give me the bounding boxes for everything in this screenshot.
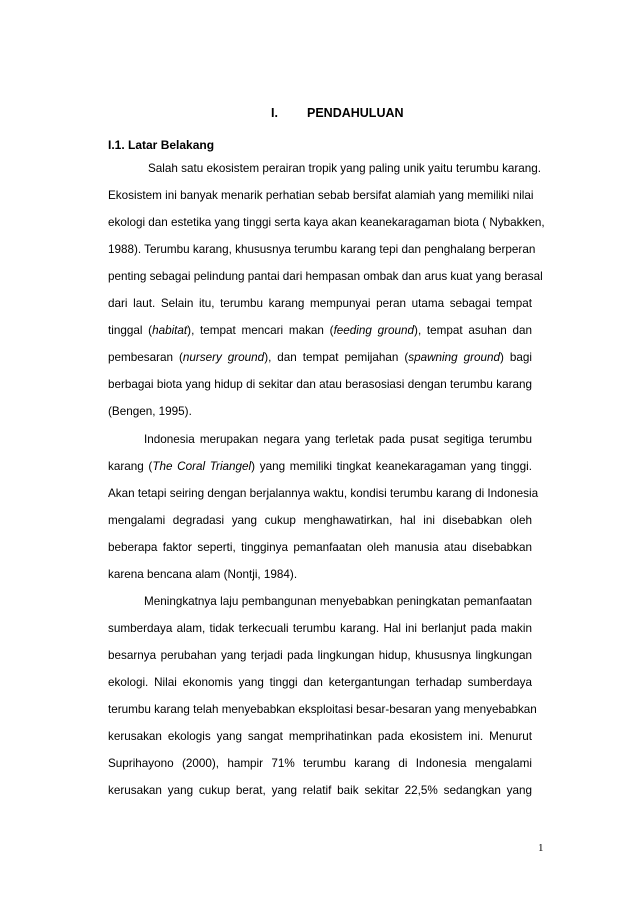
paragraph-line: terumbu karang telah menyebabkan eksploitasi besar-besaran yang menyebabkan bbox=[108, 703, 537, 716]
paragraph-line: Akan tetapi seiring dengan berjalannya waktu, kondisi terumbu karang di Indonesia bbox=[108, 487, 539, 500]
paragraph-line: mengalami degradasi yang cukup menghawatirkan, hal ini disebabkan oleh bbox=[108, 514, 532, 527]
paragraph-line: tinggal (habitat), tempat mencari makan (feeding ground), tempat asuhan dan bbox=[108, 324, 532, 337]
paragraph-2 bbox=[108, 430, 539, 592]
paragraph-1 bbox=[108, 159, 545, 429]
chapter-number: I. bbox=[271, 106, 278, 120]
paragraph-line: Ekosistem ini banyak menarik perhatian sebab bersifat alamiah yang memiliki nilai bbox=[108, 189, 534, 202]
paragraph-line: sumberdaya alam, tidak terkecuali terumbu karang. Hal ini berlanjut pada makin bbox=[108, 622, 532, 635]
paragraph-line: ekologi dan estetika yang tinggi serta kaya akan keanekaragaman biota ( Nybakken, bbox=[108, 216, 545, 229]
paragraph-line: kerusakan yang cukup berat, yang relatif baik sekitar 22,5% sedangkan yang bbox=[108, 784, 532, 797]
page-number: 1 bbox=[538, 842, 544, 854]
paragraph-line: beberapa faktor seperti, tingginya pemanfaatan oleh manusia atau disebabkan bbox=[108, 541, 532, 554]
paragraph-line: Indonesia merupakan negara yang terletak pada pusat segitiga terumbu bbox=[144, 433, 532, 446]
paragraph-line: karena bencana alam (Nontji, 1984). bbox=[108, 568, 298, 581]
paragraph-line: penting sebagai pelindung pantai dari hempasan ombak dan arus kuat yang berasal bbox=[108, 270, 543, 283]
paragraph-line: Salah satu ekosistem perairan tropik yang paling unik yaitu terumbu karang. bbox=[148, 162, 542, 175]
paragraph-line: kerusakan ekologis yang sangat memprihatinkan pada ekosistem ini. Menurut bbox=[108, 730, 532, 743]
section-heading: I.1. Latar Belakang bbox=[108, 138, 215, 152]
paragraph-line: dari laut. Selain itu, terumbu karang mempunyai peran utama sebagai tempat bbox=[108, 297, 532, 310]
paragraph-line: ekologi. Nilai ekonomis yang tinggi dan ketergantungan terhadap sumberdaya bbox=[108, 676, 532, 689]
paragraph-line: besarnya perubahan yang terjadi pada lingkungan hidup, khususnya lingkungan bbox=[108, 649, 532, 662]
chapter-name: PENDAHULUAN bbox=[307, 106, 404, 120]
paragraph-line: karang (The Coral Triangel) yang memiliki tingkat keanekaragaman yang tinggi. bbox=[108, 460, 532, 473]
paragraph-line: 1988). Terumbu karang, khususnya terumbu karang tepi dan penghalang berperan bbox=[108, 243, 536, 256]
chapter-title bbox=[0, 106, 638, 126]
paragraph-3 bbox=[108, 592, 537, 808]
paragraph-line: berbagai biota yang hidup di sekitar dan atau berasosiasi dengan terumbu karang bbox=[108, 378, 532, 391]
paragraph-line: Suprihayono (2000), hampir 71% terumbu karang di Indonesia mengalami bbox=[108, 757, 532, 770]
paragraph-line: (Bengen, 1995). bbox=[108, 405, 192, 418]
paragraph-line: Meningkatnya laju pembangunan menyebabkan peningkatan pemanfaatan bbox=[144, 595, 532, 608]
paragraph-line: pembesaran (nursery ground), dan tempat pemijahan (spawning ground) bagi bbox=[108, 351, 532, 364]
